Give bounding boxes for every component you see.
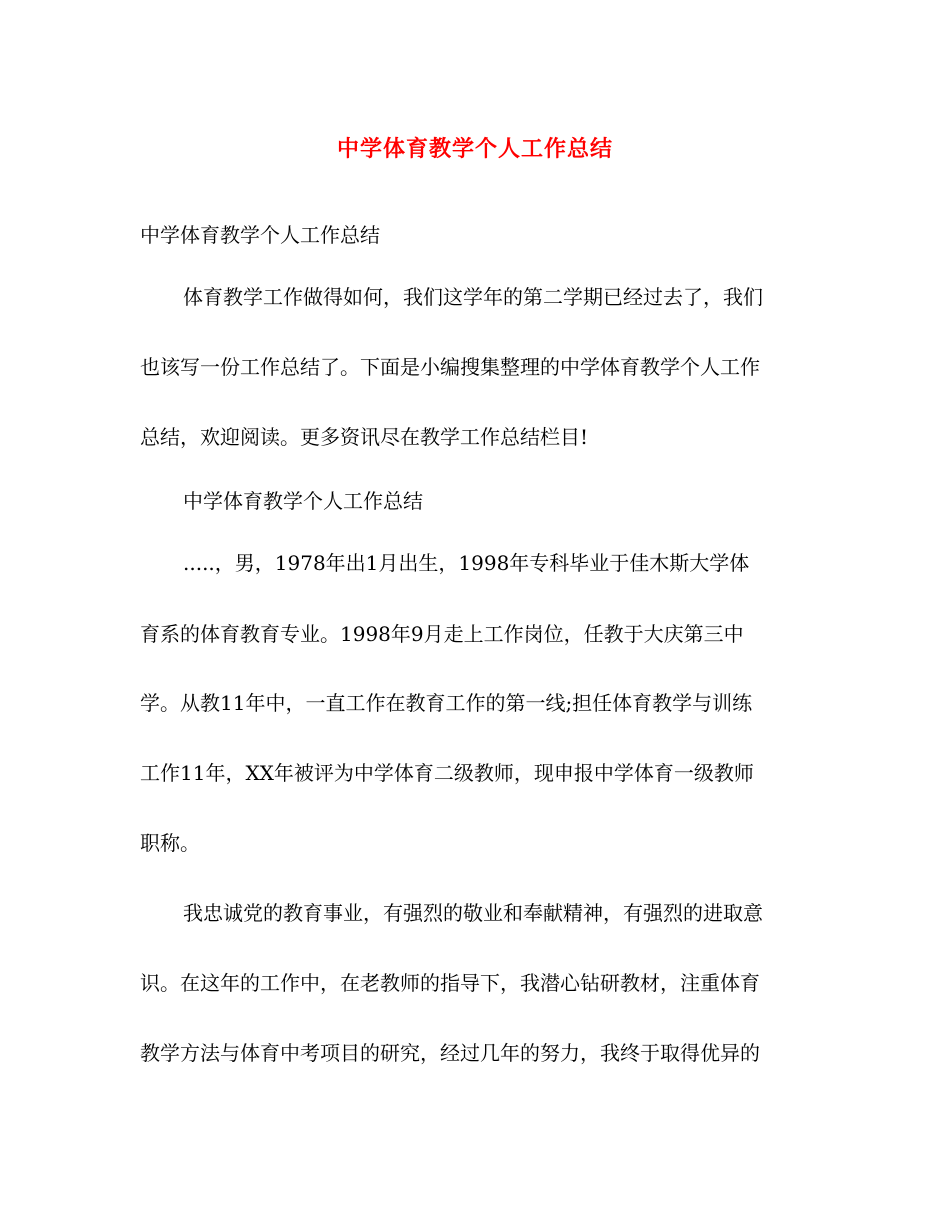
paragraph-line: .....，男，1978年出1月出生，1998年专科毕业于佳木斯大学体 [183, 551, 750, 575]
document-title: 中学体育教学个人工作总结 [336, 136, 613, 162]
paragraph-line: 学。从教11年中，一直工作在教育工作的第一线;担任体育教学与训练 [140, 691, 753, 715]
subtitle-line: 中学体育教学个人工作总结 [140, 223, 380, 247]
paragraph-line: 我忠诚党的教育事业，有强烈的敬业和奉献精神，有强烈的进取意 [183, 901, 763, 925]
paragraph-line: 识。在这年的工作中，在老教师的指导下，我潜心钻研教材，注重体育 [140, 971, 760, 995]
paragraph-line: 育系的体育教育专业。1998年9月走上工作岗位，任教于大庆第三中 [140, 622, 744, 646]
paragraph-line: 职称。 [140, 831, 200, 855]
section-heading: 中学体育教学个人工作总结 [183, 489, 423, 513]
paragraph-line: 体育教学工作做得如何，我们这学年的第二学期已经过去了，我们 [183, 285, 763, 309]
paragraph-line: 也该写一份工作总结了。下面是小编搜集整理的中学体育教学个人工作 [140, 355, 760, 379]
paragraph-line: 工作11年，XX年被评为中学体育二级教师，现申报中学体育一级教师 [140, 761, 754, 785]
paragraph-line: 总结，欢迎阅读。更多资讯尽在教学工作总结栏目! [140, 425, 589, 449]
paragraph-line: 教学方法与体育中考项目的研究，经过几年的努力，我终于取得优异的 [140, 1041, 760, 1065]
